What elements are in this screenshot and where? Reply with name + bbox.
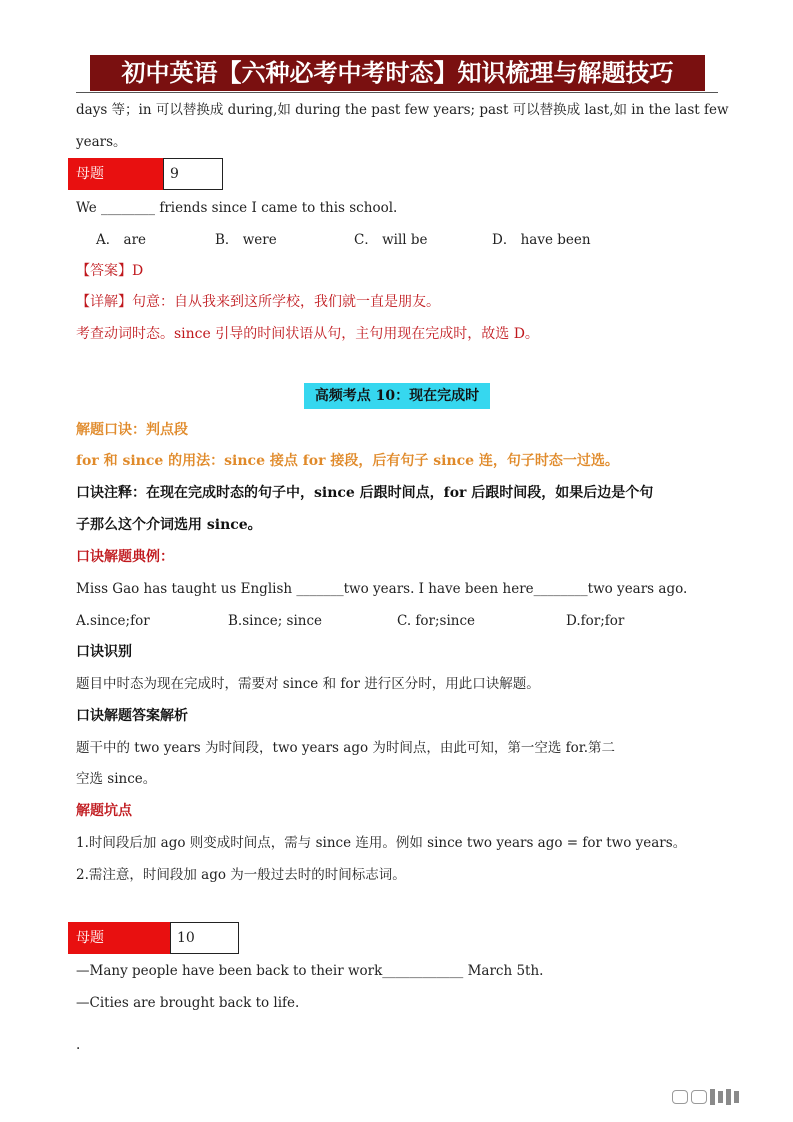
question-10-box bbox=[68, 922, 239, 954]
question-number: 9 bbox=[163, 158, 223, 190]
watermark-logo bbox=[672, 1086, 776, 1108]
watermark-bar-icon bbox=[726, 1089, 731, 1105]
q10-line-1: —Many people have been back to their work____________ March 5th. bbox=[76, 963, 544, 979]
example-option-d: D.for;for bbox=[566, 613, 625, 629]
example-option-b: B.since; since bbox=[228, 613, 323, 629]
q9-detail: 【详解】句意：自从我来到这所学校，我们就一直是朋友。 bbox=[76, 294, 440, 310]
q10-line-3: . bbox=[76, 1037, 81, 1053]
q9-option-d: D． have been bbox=[492, 232, 591, 248]
watermark-bubble-icon bbox=[672, 1090, 688, 1104]
example-option-a: A.since;for bbox=[76, 613, 150, 629]
pitfall-title: 解题坑点 bbox=[76, 803, 132, 819]
analysis-line-1: 题干中的 two years 为时间段，two years ago 为时间点，由此可知，第一空选 for.第二 bbox=[76, 740, 616, 756]
example-title: 口诀解题典例： bbox=[76, 549, 174, 565]
tips-rhyme: for 和 since 的用法：since 接点 for 接段，后有句子 since 连，句子时态一过选。 bbox=[76, 453, 619, 469]
intro-line-1: days 等；in 可以替换成 during,如 during the past few years; past 可以替换成 last,如 in the last few bbox=[76, 102, 729, 118]
question-label: 母题 bbox=[68, 158, 163, 190]
intro-line-2: years。 bbox=[76, 134, 127, 150]
pitfall-2: 2.需注意，时间段加 ago 为一般过去时的时间标志词。 bbox=[76, 867, 406, 883]
tips-note-line-2: 子那么这个介词选用 since。 bbox=[76, 517, 262, 533]
q9-stem: We ________ friends since I came to this school. bbox=[76, 200, 398, 216]
example-option-c: C. for;since bbox=[397, 613, 476, 629]
watermark-bar-icon bbox=[734, 1091, 739, 1103]
question-number: 10 bbox=[170, 922, 239, 954]
tips-title: 解题口诀：判点段 bbox=[76, 422, 188, 438]
watermark-bar-icon bbox=[718, 1091, 723, 1103]
document-title: 初中英语【六种必考中考时态】知识梳理与解题技巧 bbox=[90, 55, 705, 91]
q9-explanation: 考查动词时态。since 引导的时间状语从句，主句用现在完成时，故选 D。 bbox=[76, 326, 539, 342]
q10-line-2: —Cities are brought back to life. bbox=[76, 995, 300, 1011]
keypoint-banner: 高频考点 10：现在完成时 bbox=[304, 383, 490, 409]
q9-option-b: B． were bbox=[215, 232, 277, 248]
header-divider bbox=[76, 92, 718, 93]
question-9-box bbox=[68, 158, 223, 190]
identify-title: 口诀识别 bbox=[76, 644, 132, 660]
identify-text: 题目中时态为现在完成时，需要对 since 和 for 进行区分时，用此口诀解题。 bbox=[76, 676, 540, 692]
question-label: 母题 bbox=[68, 922, 170, 954]
q9-option-a: A． are bbox=[96, 232, 147, 248]
watermark-bar-icon bbox=[710, 1089, 715, 1105]
watermark-bubble-icon bbox=[691, 1090, 707, 1104]
q9-answer: 【答案】D bbox=[76, 263, 144, 279]
tips-note-line-1: 口诀注释：在现在完成时态的句子中，since 后跟时间点，for 后跟时间段，如果后边是个句 bbox=[76, 485, 654, 501]
pitfall-1: 1.时间段后加 ago 则变成时间点，需与 since 连用。例如 since two years ago = for two years。 bbox=[76, 835, 687, 851]
example-stem: Miss Gao has taught us English _______two years. I have been here________two years ago. bbox=[76, 581, 688, 597]
analysis-line-2: 空选 since。 bbox=[76, 771, 157, 787]
analysis-title: 口诀解题答案解析 bbox=[76, 708, 188, 724]
q9-option-c: C． will be bbox=[354, 232, 428, 248]
